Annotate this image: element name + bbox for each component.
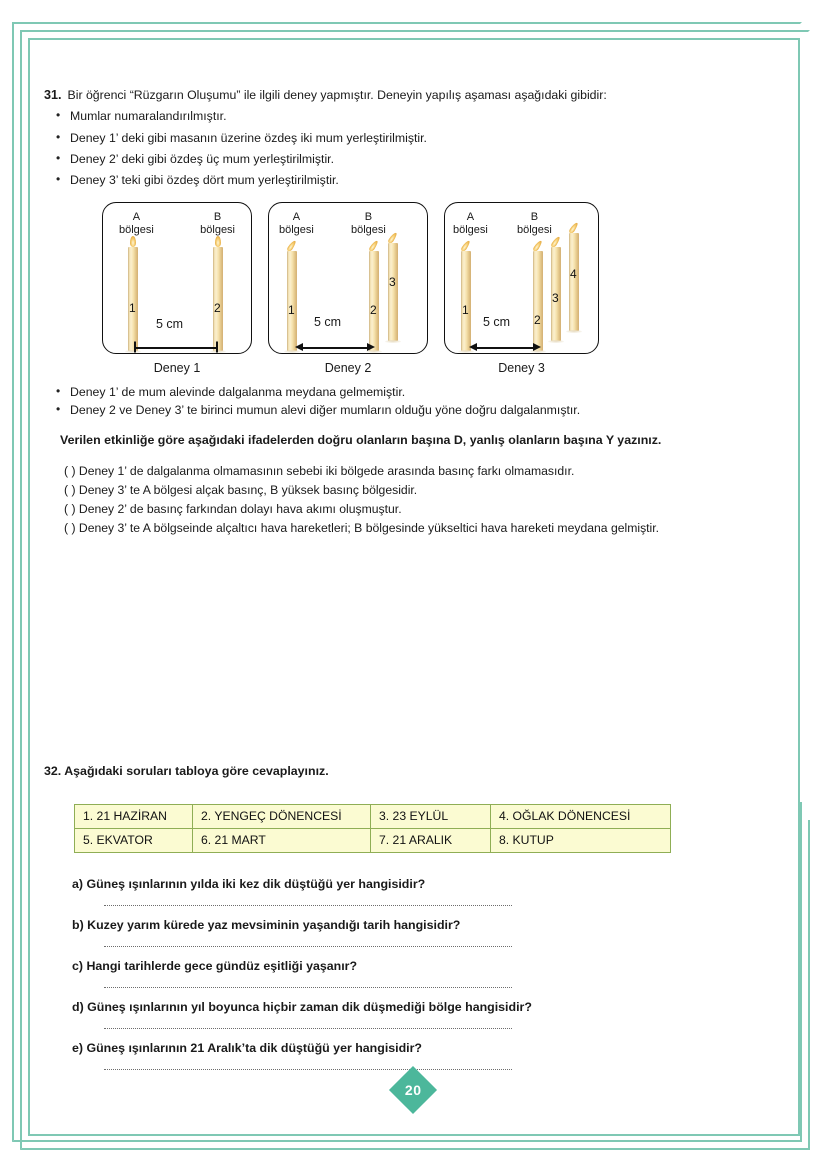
arrow-right-icon: [533, 343, 541, 351]
experiment-1: [102, 202, 252, 375]
distance-label-2: 5 cm: [314, 315, 342, 330]
list-item: • Deney 3’ teki gibi özdeş dört mum yerleştirilmiştir.: [44, 172, 774, 190]
candle-base: [566, 330, 582, 333]
zone-b-label-2: B bölgesi: [351, 211, 386, 237]
statement-row[interactable]: ( ) Deney 3’ te A bölgesi alçak basınç, B yüksek basınç bölgesidir.: [64, 482, 418, 497]
distance-measure-1: [134, 341, 218, 353]
distance-label-1: 5 cm: [156, 317, 184, 332]
candle-body: [533, 251, 543, 351]
candle-2: [369, 251, 379, 353]
question-31-stem: Bir öğrenci “Rüzgarın Oluşumu” ile ilgili deney yapmıştır. Deneyin yapılış aşaması aşağıdaki gibidir:: [67, 88, 607, 102]
candle-base: [385, 340, 401, 343]
distance-label-3: 5 cm: [483, 315, 511, 330]
experiment-1-caption: Deney 1: [153, 361, 201, 376]
table-cell: 1. 21 HAZİRAN: [75, 805, 193, 829]
experiment-1-figure: [102, 202, 252, 354]
subquestion-text: a) Güneş ışınlarının yılda iki kez dik düştüğü yer hangisidir?: [72, 877, 426, 891]
question-32-header: [44, 764, 774, 778]
question-31-instruction: Verilen etkinliğe göre aşağıdaki ifadelerden doğru olanların başına D, yanlış olanların başına Y yazınız.: [60, 432, 662, 447]
question-31-statements: [64, 464, 774, 535]
arrow-right-icon: [367, 343, 375, 351]
answer-line[interactable]: [104, 977, 512, 988]
answer-line[interactable]: [104, 936, 512, 947]
candle-base: [548, 340, 564, 343]
table-cell: 5. EKVATOR: [75, 829, 193, 853]
subquestion-text: e) Güneş ışınlarının 21 Aralık’ta dik düştüğü yer hangisidir?: [72, 1041, 422, 1055]
question-32-block: [44, 764, 774, 1070]
experiment-3-caption: Deney 3: [498, 361, 545, 376]
candle-1: [461, 251, 471, 353]
candle-3: [551, 247, 561, 343]
answer-line[interactable]: [104, 895, 512, 906]
subquestion-text: c) Hangi tarihlerde gece gündüz eşitliği yaşanır?: [72, 959, 358, 973]
page-number: 20: [404, 1081, 422, 1098]
question-32-number: 32.: [44, 764, 62, 778]
candle-number: 1: [129, 301, 136, 316]
candle-number: 2: [214, 301, 221, 316]
list-item: • Deney 2 ve Deney 3’ te birinci mumun alevi diğer mumların olduğu yöne doğru dalgalanmıştır.: [44, 403, 774, 417]
subquestion-d: [72, 1000, 774, 1029]
arrow-left-icon: [295, 343, 303, 351]
candle-number: 3: [389, 275, 396, 290]
table-row: [75, 829, 671, 853]
answer-line[interactable]: [104, 1059, 512, 1070]
table-cell: 6. 21 MART: [193, 829, 371, 853]
experiment-2: [268, 202, 428, 375]
candle-body: [569, 233, 579, 331]
experiment-3: [444, 202, 599, 375]
zone-b-label-1: B bölgesi: [200, 211, 235, 237]
table-cell: 2. YENGEÇ DÖNENCESİ: [193, 805, 371, 829]
question-32-subquestions: [72, 877, 774, 1070]
candle-number: 2: [534, 313, 541, 328]
candle-number: 1: [288, 303, 295, 318]
list-item: • Deney 2’ deki gibi özdeş üç mum yerleştirilmiştir.: [44, 151, 774, 169]
table-row: [75, 805, 671, 829]
zone-a-label-3: A bölgesi: [453, 211, 488, 237]
flame-icon: [215, 236, 221, 247]
candle-body: [128, 247, 138, 351]
experiment-diagrams: [102, 202, 774, 375]
experiment-3-figure: [444, 202, 599, 354]
candle-number: 3: [552, 291, 559, 306]
candle-number: 2: [370, 303, 377, 318]
question-31-block: [44, 86, 774, 535]
zone-a-label-2: A bölgesi: [279, 211, 314, 237]
candle-2: [213, 247, 223, 353]
flame-icon: [130, 236, 136, 247]
zone-b-label-3: B bölgesi: [517, 211, 552, 237]
arrow-left-icon: [469, 343, 477, 351]
question-31-header: [44, 86, 774, 105]
subquestion-b: [72, 918, 774, 947]
experiment-2-caption: Deney 2: [324, 361, 372, 376]
table-cell: 8. KUTUP: [491, 829, 671, 853]
candle-3: [388, 243, 398, 343]
distance-measure-3: [469, 341, 541, 353]
answer-line[interactable]: [104, 1018, 512, 1029]
candle-body: [461, 251, 471, 351]
candle-2: [533, 251, 543, 353]
candle-4: [569, 233, 579, 333]
candle-body: [369, 251, 379, 351]
candle-body: [287, 251, 297, 351]
subquestion-a: [72, 877, 774, 906]
list-item: • Deney 1’ deki gibi masanın üzerine özdeş iki mum yerleştirilmiştir.: [44, 130, 774, 148]
candle-body: [213, 247, 223, 351]
reference-table: [74, 804, 671, 853]
subquestion-text: d) Güneş ışınlarının yıl boyunca hiçbir zaman dik düşmediği bölge hangisidir?: [72, 1000, 532, 1014]
question-31-observation-list: [44, 385, 774, 417]
subquestion-c: [72, 959, 774, 988]
subquestion-text: b) Kuzey yarım kürede yaz mevsiminin yaşandığı tarih hangisidir?: [72, 918, 461, 932]
table-cell: 4. OĞLAK DÖNENCESİ: [491, 805, 671, 829]
subquestion-e: [72, 1041, 774, 1070]
question-32-stem: Aşağıdaki soruları tabloya göre cevaplayınız.: [64, 764, 329, 778]
table-cell: 7. 21 ARALIK: [371, 829, 491, 853]
candle-1: [128, 247, 138, 353]
question-31-setup-list: [44, 108, 774, 190]
zone-a-label-1: A bölgesi: [119, 211, 154, 237]
list-item: • Mumlar numaralandırılmıştır.: [44, 108, 774, 126]
list-item: • Deney 1’ de mum alevinde dalgalanma meydana gelmemiştir.: [44, 385, 774, 399]
statement-row[interactable]: ( ) Deney 3’ te A bölgseinde alçaltıcı hava hareketleri; B bölgesinde yükseltici hava hareketi meydana gelmiştir.: [64, 520, 660, 535]
statement-row[interactable]: ( ) Deney 1’ de dalgalanma olmamasının sebebi iki bölgede arasında basınç farkı olmamasıdır.: [64, 463, 575, 478]
statement-row[interactable]: ( ) Deney 2’ de basınç farkından dolayı hava akımı oluşmuştur.: [64, 501, 402, 516]
table-cell: 3. 23 EYLÜL: [371, 805, 491, 829]
experiment-2-figure: [268, 202, 428, 354]
candle-1: [287, 251, 297, 353]
candle-body: [388, 243, 398, 341]
question-31-number: 31.: [44, 88, 62, 102]
distance-measure-2: [295, 341, 375, 353]
candle-number: 4: [570, 267, 577, 282]
candle-number: 1: [462, 303, 469, 318]
